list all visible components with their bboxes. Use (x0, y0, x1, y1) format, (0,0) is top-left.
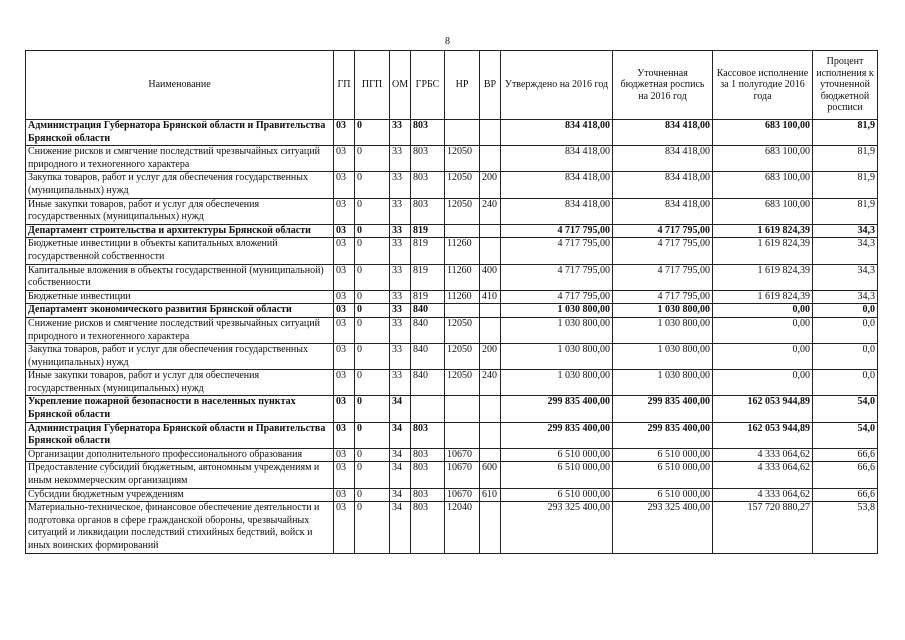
column-header-vr: ВР (480, 51, 501, 120)
row-grbs-cell: 803 (411, 502, 445, 553)
row-vr-cell (480, 422, 501, 448)
row-name-cell: Администрация Губернатора Брянской области и Правительства Брянской области (26, 422, 334, 448)
row-pgp-cell: 0 (355, 422, 390, 448)
row-refined-cell: 834 418,00 (613, 146, 713, 172)
row-vr-cell: 240 (480, 370, 501, 396)
column-header-cash: Кассовое исполнение за 1 полугодие 2016 года (713, 51, 813, 120)
row-pgp-cell: 0 (355, 396, 390, 422)
row-gp-cell: 03 (334, 462, 355, 488)
row-cash-cell: 0,00 (713, 370, 813, 396)
row-refined-cell: 834 418,00 (613, 172, 713, 198)
row-om-cell: 33 (390, 146, 411, 172)
row-om-cell: 34 (390, 422, 411, 448)
row-grbs-cell: 840 (411, 304, 445, 318)
row-gp-cell: 03 (334, 344, 355, 370)
row-approved-cell: 1 030 800,00 (501, 344, 613, 370)
row-vr-cell: 240 (480, 198, 501, 224)
row-gp-cell: 03 (334, 198, 355, 224)
table-row (26, 304, 878, 318)
row-gp-cell: 03 (334, 448, 355, 462)
table-row (26, 448, 878, 462)
table-row (26, 344, 878, 370)
row-pgp-cell: 0 (355, 264, 390, 290)
row-om-cell: 34 (390, 502, 411, 553)
row-grbs-cell: 803 (411, 448, 445, 462)
row-name-cell: Департамент экономического развития Брянской области (26, 304, 334, 318)
row-name-cell: Закупка товаров, работ и услуг для обеспечения государственных (муниципальных) нужд (26, 344, 334, 370)
row-vr-cell: 610 (480, 488, 501, 502)
row-vr-cell (480, 224, 501, 238)
row-approved-cell: 4 717 795,00 (501, 238, 613, 264)
row-approved-cell: 1 030 800,00 (501, 370, 613, 396)
row-pgp-cell: 0 (355, 370, 390, 396)
row-grbs-cell: 803 (411, 422, 445, 448)
row-gp-cell: 03 (334, 224, 355, 238)
row-cash-cell: 4 333 064,62 (713, 448, 813, 462)
row-pgp-cell: 0 (355, 146, 390, 172)
row-om-cell: 34 (390, 488, 411, 502)
row-percent-cell: 66,6 (813, 448, 878, 462)
row-pgp-cell: 0 (355, 317, 390, 343)
row-percent-cell: 81,9 (813, 120, 878, 146)
table-row (26, 198, 878, 224)
row-approved-cell: 4 717 795,00 (501, 264, 613, 290)
table-body (26, 120, 878, 554)
row-pgp-cell: 0 (355, 448, 390, 462)
table-row (26, 172, 878, 198)
row-grbs-cell: 819 (411, 290, 445, 304)
row-nr-cell (445, 304, 480, 318)
row-om-cell: 33 (390, 198, 411, 224)
row-om-cell: 34 (390, 448, 411, 462)
row-gp-cell: 03 (334, 370, 355, 396)
row-gp-cell: 03 (334, 290, 355, 304)
column-header-pgp: ПГП (355, 51, 390, 120)
row-grbs-cell: 819 (411, 264, 445, 290)
column-header-refined: Уточненная бюджетная роспись на 2016 год (613, 51, 713, 120)
row-vr-cell: 600 (480, 462, 501, 488)
row-name-cell: Департамент строительства и архитектуры Брянской области (26, 224, 334, 238)
row-refined-cell: 4 717 795,00 (613, 238, 713, 264)
row-nr-cell: 12050 (445, 344, 480, 370)
row-nr-cell: 12050 (445, 198, 480, 224)
row-om-cell: 33 (390, 172, 411, 198)
row-percent-cell: 0,0 (813, 317, 878, 343)
row-grbs-cell: 840 (411, 370, 445, 396)
row-approved-cell: 834 418,00 (501, 120, 613, 146)
row-percent-cell: 81,9 (813, 198, 878, 224)
page-number: 8 (445, 36, 450, 47)
row-name-cell: Капитальные вложения в объекты государственной (муниципальной) собственности (26, 264, 334, 290)
row-pgp-cell: 0 (355, 198, 390, 224)
row-grbs-cell: 840 (411, 344, 445, 370)
row-vr-cell (480, 502, 501, 553)
row-om-cell: 33 (390, 120, 411, 146)
row-percent-cell: 34,3 (813, 224, 878, 238)
row-pgp-cell: 0 (355, 120, 390, 146)
row-nr-cell (445, 396, 480, 422)
row-gp-cell: 03 (334, 238, 355, 264)
row-name-cell: Укрепление пожарной безопасности в населенных пунктах Брянской области (26, 396, 334, 422)
row-name-cell: Закупка товаров, работ и услуг для обеспечения государственных (муниципальных) нужд (26, 172, 334, 198)
row-om-cell: 33 (390, 224, 411, 238)
column-header-grbs: ГРБС (411, 51, 445, 120)
row-percent-cell: 0,0 (813, 370, 878, 396)
row-approved-cell: 6 510 000,00 (501, 462, 613, 488)
row-vr-cell (480, 448, 501, 462)
row-grbs-cell: 803 (411, 198, 445, 224)
row-vr-cell (480, 396, 501, 422)
row-refined-cell: 293 325 400,00 (613, 502, 713, 553)
row-gp-cell: 03 (334, 488, 355, 502)
row-percent-cell: 34,3 (813, 238, 878, 264)
row-name-cell: Субсидии бюджетным учреждениям (26, 488, 334, 502)
row-pgp-cell: 0 (355, 290, 390, 304)
row-approved-cell: 1 030 800,00 (501, 304, 613, 318)
row-percent-cell: 53,8 (813, 502, 878, 553)
row-om-cell: 33 (390, 304, 411, 318)
row-pgp-cell: 0 (355, 488, 390, 502)
column-header-name: Наименование (26, 51, 334, 120)
row-name-cell: Материально-техническое, финансовое обеспечение деятельности и подготовка органов в сфере гражданской обороны, чрезвычайных ситуаций и ликвидации последствий стихийных бедствий, войск и иных воинских формирований (26, 502, 334, 553)
row-cash-cell: 157 720 880,27 (713, 502, 813, 553)
table-row (26, 224, 878, 238)
row-nr-cell: 11260 (445, 290, 480, 304)
table-row (26, 488, 878, 502)
row-refined-cell: 834 418,00 (613, 120, 713, 146)
row-name-cell: Бюджетные инвестиции в объекты капитальных вложений государственной собственности (26, 238, 334, 264)
row-vr-cell: 410 (480, 290, 501, 304)
row-gp-cell: 03 (334, 264, 355, 290)
row-name-cell: Администрация Губернатора Брянской области и Правительства Брянской области (26, 120, 334, 146)
row-nr-cell: 10670 (445, 448, 480, 462)
table-header-row (26, 51, 878, 120)
row-approved-cell: 4 717 795,00 (501, 290, 613, 304)
row-om-cell: 33 (390, 290, 411, 304)
row-pgp-cell: 0 (355, 304, 390, 318)
row-percent-cell: 34,3 (813, 290, 878, 304)
column-header-percent: Процент исполнения к уточненной бюджетной росписи (813, 51, 878, 120)
table-row (26, 317, 878, 343)
row-cash-cell: 1 619 824,39 (713, 224, 813, 238)
row-approved-cell: 834 418,00 (501, 172, 613, 198)
row-gp-cell: 03 (334, 172, 355, 198)
row-pgp-cell: 0 (355, 172, 390, 198)
table-row (26, 290, 878, 304)
row-refined-cell: 299 835 400,00 (613, 396, 713, 422)
row-vr-cell: 200 (480, 172, 501, 198)
row-name-cell: Иные закупки товаров, работ и услуг для обеспечения государственных (муниципальных) нужд (26, 370, 334, 396)
row-refined-cell: 4 717 795,00 (613, 264, 713, 290)
row-om-cell: 34 (390, 396, 411, 422)
row-cash-cell: 1 619 824,39 (713, 264, 813, 290)
row-vr-cell (480, 146, 501, 172)
row-nr-cell: 11260 (445, 264, 480, 290)
row-nr-cell: 10670 (445, 488, 480, 502)
row-name-cell: Бюджетные инвестиции (26, 290, 334, 304)
row-gp-cell: 03 (334, 146, 355, 172)
row-cash-cell: 683 100,00 (713, 172, 813, 198)
row-pgp-cell: 0 (355, 344, 390, 370)
row-nr-cell: 12050 (445, 317, 480, 343)
row-refined-cell: 4 717 795,00 (613, 290, 713, 304)
row-name-cell: Снижение рисков и смягчение последствий чрезвычайных ситуаций природного и техногенного характера (26, 317, 334, 343)
row-pgp-cell: 0 (355, 224, 390, 238)
row-nr-cell: 12050 (445, 370, 480, 396)
row-cash-cell: 0,00 (713, 304, 813, 318)
row-cash-cell: 1 619 824,39 (713, 238, 813, 264)
row-approved-cell: 834 418,00 (501, 146, 613, 172)
row-vr-cell (480, 120, 501, 146)
row-vr-cell: 400 (480, 264, 501, 290)
row-vr-cell (480, 304, 501, 318)
row-cash-cell: 683 100,00 (713, 198, 813, 224)
row-nr-cell: 12050 (445, 172, 480, 198)
row-approved-cell: 1 030 800,00 (501, 317, 613, 343)
row-approved-cell: 6 510 000,00 (501, 488, 613, 502)
table-row (26, 502, 878, 553)
row-name-cell: Снижение рисков и смягчение последствий чрезвычайных ситуаций природного и техногенного характера (26, 146, 334, 172)
row-grbs-cell: 803 (411, 146, 445, 172)
row-nr-cell: 11260 (445, 238, 480, 264)
row-cash-cell: 4 333 064,62 (713, 488, 813, 502)
row-vr-cell: 200 (480, 344, 501, 370)
row-refined-cell: 4 717 795,00 (613, 224, 713, 238)
row-refined-cell: 6 510 000,00 (613, 462, 713, 488)
row-om-cell: 33 (390, 317, 411, 343)
row-nr-cell (445, 422, 480, 448)
row-cash-cell: 162 053 944,89 (713, 422, 813, 448)
row-percent-cell: 0,0 (813, 304, 878, 318)
row-om-cell: 33 (390, 238, 411, 264)
row-grbs-cell: 840 (411, 317, 445, 343)
row-pgp-cell: 0 (355, 238, 390, 264)
row-percent-cell: 34,3 (813, 264, 878, 290)
row-nr-cell: 12050 (445, 146, 480, 172)
table-row (26, 396, 878, 422)
row-approved-cell: 4 717 795,00 (501, 224, 613, 238)
row-cash-cell: 683 100,00 (713, 120, 813, 146)
row-name-cell: Организации дополнительного профессионального образования (26, 448, 334, 462)
column-header-approved: Утверждено на 2016 год (501, 51, 613, 120)
row-nr-cell: 10670 (445, 462, 480, 488)
row-approved-cell: 6 510 000,00 (501, 448, 613, 462)
row-approved-cell: 299 835 400,00 (501, 396, 613, 422)
row-pgp-cell: 0 (355, 502, 390, 553)
row-om-cell: 34 (390, 462, 411, 488)
row-percent-cell: 54,0 (813, 396, 878, 422)
row-refined-cell: 1 030 800,00 (613, 370, 713, 396)
row-approved-cell: 293 325 400,00 (501, 502, 613, 553)
table-row (26, 264, 878, 290)
row-cash-cell: 4 333 064,62 (713, 462, 813, 488)
row-name-cell: Иные закупки товаров, работ и услуг для обеспечения государственных (муниципальных) нужд (26, 198, 334, 224)
row-percent-cell: 66,6 (813, 462, 878, 488)
row-percent-cell: 81,9 (813, 172, 878, 198)
row-nr-cell (445, 120, 480, 146)
row-refined-cell: 834 418,00 (613, 198, 713, 224)
row-nr-cell: 12040 (445, 502, 480, 553)
row-percent-cell: 66,6 (813, 488, 878, 502)
row-om-cell: 33 (390, 370, 411, 396)
row-grbs-cell (411, 396, 445, 422)
row-gp-cell: 03 (334, 304, 355, 318)
row-gp-cell: 03 (334, 120, 355, 146)
column-header-om: ОМ (390, 51, 411, 120)
row-gp-cell: 03 (334, 396, 355, 422)
row-grbs-cell: 819 (411, 238, 445, 264)
table-row (26, 146, 878, 172)
row-nr-cell (445, 224, 480, 238)
row-percent-cell: 54,0 (813, 422, 878, 448)
row-om-cell: 33 (390, 264, 411, 290)
row-refined-cell: 1 030 800,00 (613, 317, 713, 343)
row-cash-cell: 1 619 824,39 (713, 290, 813, 304)
table-row (26, 422, 878, 448)
column-header-nr: НР (445, 51, 480, 120)
row-refined-cell: 6 510 000,00 (613, 448, 713, 462)
row-cash-cell: 683 100,00 (713, 146, 813, 172)
row-refined-cell: 1 030 800,00 (613, 304, 713, 318)
row-cash-cell: 162 053 944,89 (713, 396, 813, 422)
row-grbs-cell: 803 (411, 488, 445, 502)
table-row (26, 462, 878, 488)
row-approved-cell: 834 418,00 (501, 198, 613, 224)
row-cash-cell: 0,00 (713, 317, 813, 343)
row-percent-cell: 81,9 (813, 146, 878, 172)
row-vr-cell (480, 317, 501, 343)
row-gp-cell: 03 (334, 422, 355, 448)
row-grbs-cell: 803 (411, 462, 445, 488)
table-row (26, 238, 878, 264)
budget-execution-table (25, 50, 878, 554)
row-om-cell: 33 (390, 344, 411, 370)
table-row (26, 370, 878, 396)
row-gp-cell: 03 (334, 317, 355, 343)
row-grbs-cell: 803 (411, 172, 445, 198)
row-vr-cell (480, 238, 501, 264)
row-refined-cell: 6 510 000,00 (613, 488, 713, 502)
table-row (26, 120, 878, 146)
row-approved-cell: 299 835 400,00 (501, 422, 613, 448)
row-name-cell: Предоставление субсидий бюджетным, автономным учреждениям и иным некоммерческим организациям (26, 462, 334, 488)
row-pgp-cell: 0 (355, 462, 390, 488)
column-header-gp: ГП (334, 51, 355, 120)
row-cash-cell: 0,00 (713, 344, 813, 370)
row-refined-cell: 1 030 800,00 (613, 344, 713, 370)
row-gp-cell: 03 (334, 502, 355, 553)
row-refined-cell: 299 835 400,00 (613, 422, 713, 448)
row-grbs-cell: 819 (411, 224, 445, 238)
row-grbs-cell: 803 (411, 120, 445, 146)
row-percent-cell: 0,0 (813, 344, 878, 370)
